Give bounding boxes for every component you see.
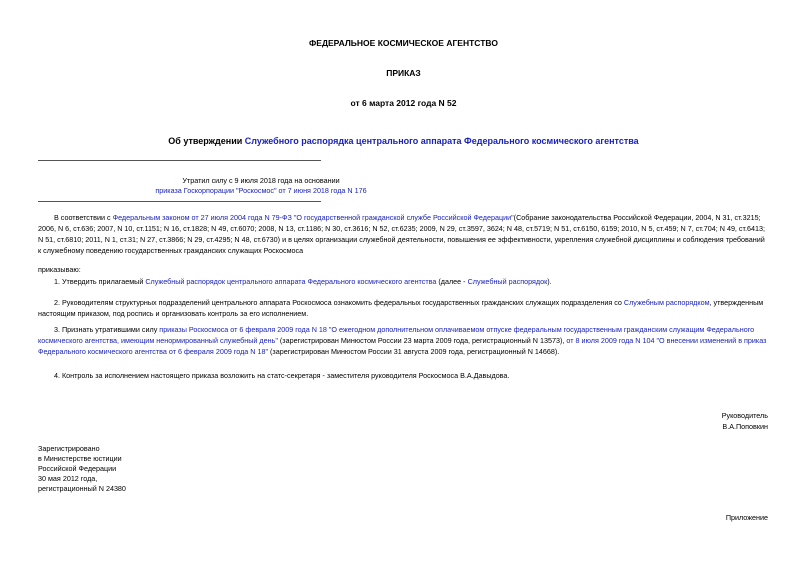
signature-name: В.А.Поповкин (722, 422, 768, 431)
item3-link-2[interactable]: от 8 июля 2009 года N 104 "О внесении изменений в приказ Федерального космического агентства от 6 февраля 2009 года N 18" (38, 336, 767, 356)
item3-text-1: 3. Признать утратившими силу (54, 325, 160, 334)
preamble-text-2: (Собрание законодательства Российской Федерации, 2004, N 31, ст.3215; 2006, N 6, ст.636; 2007, N 10, ст.1151; N 16, ст.1828; N 49, ст.6070; 2008, N 13, ст.1186; N 30, ст.3616; N 52, ст.6235; 2009, N 29, ст.3597, 3624; N 48, ст.5719; N 51, ст.6150, 6159; 2010, N 5, ст.459; N 7, ст.704; N 49, ст.6413; N 51, ст.6810; 2011, N 1, ст.31; N 27, ст.3866; N 29, ст.4295; N 48, ст.6730) и в целях организации служебной деятельности, повышения ее эффективности, укрепления служебной дисциплины и соблюдения требований к служебному поведению государственных гражданских служащих Роскосмоса (38, 213, 766, 255)
registration-line-5: регистрационный N 24380 (38, 484, 126, 493)
divider-bottom (38, 201, 321, 202)
registration-line-1: Зарегистрировано (38, 444, 100, 453)
federal-law-link[interactable]: Федеральным законом от 27 июля 2004 года N 79-ФЗ "О государственной гражданской службе Российской Федерации" (112, 213, 514, 222)
preamble-paragraph (38, 212, 768, 256)
item-3 (38, 324, 768, 357)
signature-role: Руководитель (721, 411, 768, 420)
preamble-text-1: В соответствии с (54, 213, 113, 222)
item1-text-3: ). (547, 277, 552, 286)
item1-link-short[interactable]: Служебный распорядок (467, 277, 548, 286)
appendix-label: Приложение (725, 513, 768, 522)
item3-text-3: (зарегистрирован Минюстом России 31 августа 2009 года, регистрационный N 14668). (268, 347, 560, 356)
item1-text-2: (далее - (436, 277, 468, 286)
title-link[interactable]: Служебного распорядка центрального аппарата Федерального космического агентства (244, 136, 639, 146)
document-type: ПРИКАЗ (386, 68, 421, 78)
registration-line-4: 30 мая 2012 года, (38, 474, 98, 483)
item-1 (38, 276, 768, 287)
title-prefix: Об утверждении (168, 136, 245, 146)
item2-text-1: 2. Руководителям структурных подразделений центрального аппарата Роскосмоса ознакомить федеральных государственных гражданских служащих подразделения со (54, 298, 624, 307)
item1-link-rules[interactable]: Служебный распорядок центрального аппарата Федерального космического агентства (145, 277, 437, 286)
orders-label: приказываю: (38, 265, 81, 274)
agency-name: ФЕДЕРАЛЬНОЕ КОСМИЧЕСКОЕ АГЕНТСТВО (309, 38, 498, 48)
item-4: 4. Контроль за исполнением настоящего приказа возложить на статс-секретаря - заместителя руководителя Роскосмоса В.А.Давыдова. (54, 371, 510, 380)
registration-line-2: в Министерстве юстиции (38, 454, 122, 463)
notice-line1: Утратил силу с 9 июля 2018 года на основании (182, 176, 340, 185)
registration-line-3: Российской Федерации (38, 464, 117, 473)
item2-text-2: , утвержденным настоящим приказом, под роспись и организовать контроль за его исполнением. (38, 298, 764, 318)
notice-link[interactable]: приказа Госкорпорации "Роскосмос" от 7 июня 2018 года N 176 (155, 186, 367, 195)
item2-link[interactable]: Служебным распорядком (623, 298, 710, 307)
item3-link-1[interactable]: приказы Роскосмоса от 6 февраля 2009 года N 18 "О ежегодном дополнительном оплачиваемом отпуске федеральным государственным гражданским служащим Федерального космического агентства, имеющим ненормированный служебный день" (38, 325, 755, 345)
item-2 (38, 297, 768, 319)
item1-text-1: 1. Утвердить прилагаемый (54, 277, 146, 286)
document-title (0, 136, 807, 146)
divider-top (38, 160, 321, 161)
item3-text-2: (зарегистрирован Минюстом России 23 марта 2009 года, регистрационный N 13573), (277, 336, 567, 345)
document-date-number: от 6 марта 2012 года N 52 (350, 98, 457, 108)
